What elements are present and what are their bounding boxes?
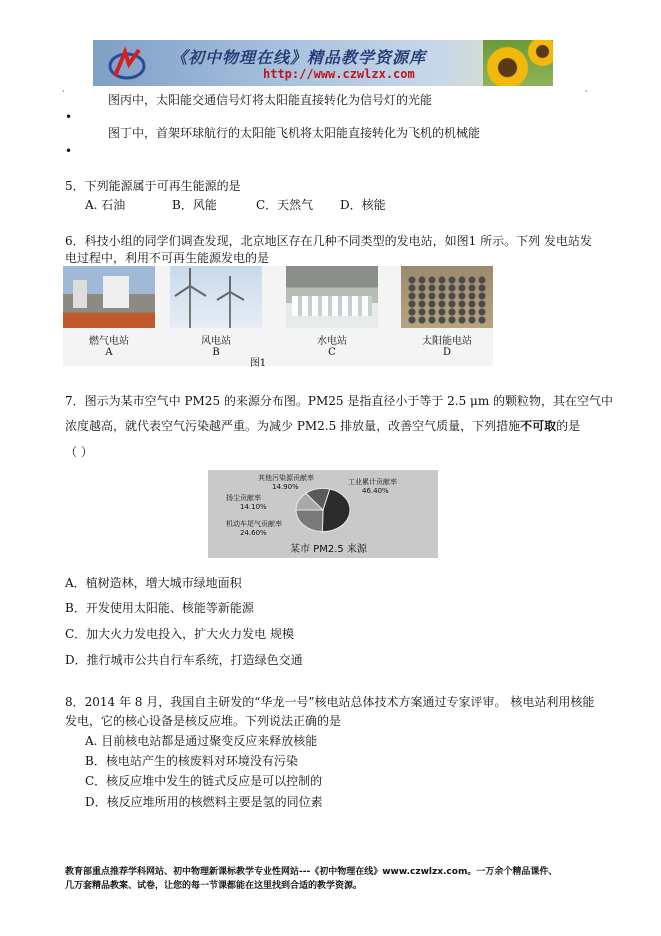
pie-label-value-0: 46.40% [362,487,389,495]
q8-stem-line2: 发电，它的核心设备是核反应堆。下列说法正确的是 [65,714,342,728]
dot-left: · [62,87,65,96]
caption-gas: 燃气电站 [89,336,129,347]
footer-line2: 几万套精品教案、试卷，让您的每一节课都能在这里找到合适的教学资源。 [65,881,363,891]
q5-option-a: A. 石油 [85,198,126,212]
pie-label-value-3: 14.90% [272,483,299,491]
q5-stem: 5．下列能源属于可再生能源的是 [65,179,241,193]
q8-option-c: C．核反应堆中发生的链式反应是可以控制的 [85,774,323,788]
q6-stem-line2: 电过程中，利用不可再生能源发电的是 [65,251,270,265]
pie-label-value-1: 24.60% [240,529,267,537]
chart-title: 某市 PM2.5 来源 [290,544,367,555]
figure-label: 图1 [249,358,267,369]
banner-title: 《初中物理在线》精品教学资源库 [171,48,427,67]
q8-stem-line1: 8．2014 年 8 月，我国自主研发的“华龙一号”核电站总体技术方案通过专家评审。 核电站利用核能 [65,695,595,709]
pie-slice-1 [296,510,323,532]
q7-stem-pre: 浓度越高，就代表空气污染越严重。为减少 PM2.5 排放量，改善空气质量，下列措施 [65,419,521,433]
solar-station-photo [401,266,493,328]
q7-option-b: B．开发使用太阳能、核能等新能源 [65,601,254,615]
q8-option-d: D．核反应堆所用的核燃料主要是氢的同位素 [85,795,323,809]
q7-option-a: A．植树造林，增大城市绿地面积 [65,576,242,590]
pie-label-value-2: 14.10% [240,503,267,511]
q8-option-a: A. 目前核电站都是通过聚变反应来释放核能 [85,734,318,748]
wind-station-photo [170,266,262,328]
q5-option-d: D．核能 [340,198,386,212]
sunflower-image [483,40,553,86]
q7-stem-post: 的是 [556,419,581,433]
letter-d: D [442,347,452,358]
logo-icon [107,46,149,80]
banner-url[interactable]: http://www.czwlzx.com [263,67,415,81]
hydro-station-photo [286,266,378,328]
pie-label-name-3: 其他污染源贡献率 [258,474,314,482]
dot-right: · [585,87,588,96]
pm25-pie-chart [208,470,438,558]
letter-c: C [328,347,336,358]
q5-option-c: C．天然气 [256,198,314,212]
header-banner [93,40,553,86]
q7-option-c: C．加大火力发电投入，扩大火力发电 规模 [65,627,294,641]
q7-stem-line2 [65,418,580,434]
q5-option-b: B．风能 [172,198,217,212]
intro-line-ding: 图丁中，首架环球航行的太阳能飞机将太阳能直接转化为飞机的机械能 [108,126,481,140]
caption-hydro: 水电站 [317,336,347,347]
q8-option-b: B．核电站产生的核废料对环境没有污染 [85,754,298,768]
caption-solar: 太阳能电站 [422,336,472,347]
gas-station-photo [63,266,155,328]
figure-1 [63,266,493,369]
letter-b: B [212,347,220,358]
q6-stem-line1: 6．科技小组的同学们调查发现，北京地区存在几种不同类型的发电站，如图1 所示。下列 发电站发 [65,234,592,248]
pie-label-name-1: 机动车尾气贡献率 [226,520,282,528]
q7-option-d: D．推行城市公共自行车系统，打造绿色交通 [65,653,303,667]
q7-stem-line1: 7．图示为某市空气中 PM25 的来源分布图。PM25 是指直径小于等于 2.5 μm 的颗粒物，其在空气中 [65,394,614,408]
pie-label-name-0: 工业累计贡献率 [348,478,397,486]
caption-wind: 风电站 [201,336,231,347]
bullet-1: • [65,110,73,124]
bullet-2: • [65,144,73,158]
q7-paren: （ ） [65,445,93,459]
q7-stem-bold: 不可取 [520,419,557,433]
letter-a: A [105,347,113,358]
footer-line1: 教育部重点推荐学科网站、初中物理新课标教学专业性网站---《初中物理在线》www.czwlzx.com。一万余个精品课件、 [65,867,558,877]
intro-line-bing: 图丙中，太阳能交通信号灯将太阳能直接转化为信号灯的光能 [108,93,433,107]
pie-label-name-2: 扬尘贡献率 [226,494,261,502]
